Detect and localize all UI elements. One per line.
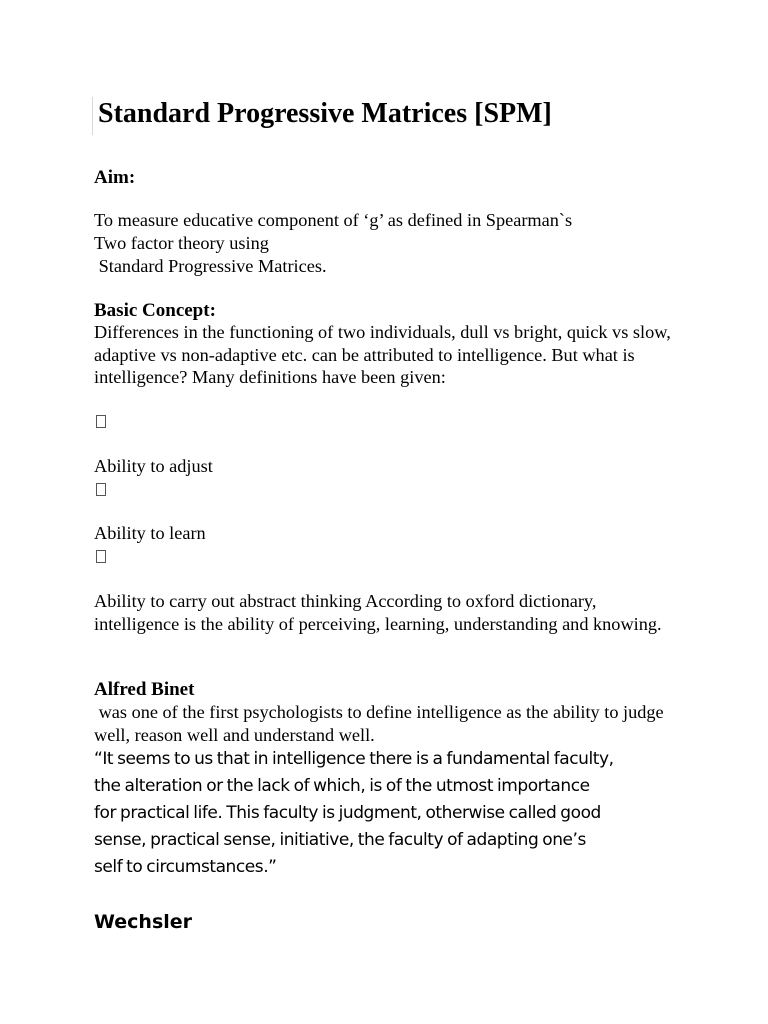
binet-heading: Alfred Binet (94, 679, 195, 700)
definition-item-learn: Ability to learn (94, 523, 206, 543)
aim-text-line-1: To measure educative component of ‘g’ as defined in Spearman`s (94, 210, 573, 230)
bullet-box-icon (96, 550, 106, 563)
binet-text: was one of the first psychologists to define intelligence as the ability to judge well, reason well and understand well. (94, 702, 669, 745)
definition-item-adjust: Ability to adjust (94, 456, 213, 476)
aim-text-line-2: Two factor theory using (94, 233, 269, 253)
basic-concept-text: Differences in the functioning of two individuals, dull vs bright, quick vs slow, adaptive vs non-adaptive etc. can be attributed to intelligence. But what is intelligence? Many definitions have been given: (94, 322, 671, 387)
basic-concept-heading: Basic Concept: (94, 300, 216, 321)
wechsler-heading: Wechsler (94, 911, 193, 933)
aim-heading: Aim: (94, 167, 136, 188)
bullet-box-icon (96, 415, 106, 428)
left-margin-rule (92, 97, 93, 135)
definition-item-abstract: Ability to carry out abstract thinking According to oxford dictionary, intelligence is the ability of perceiving, learning, understanding and knowing. (94, 591, 662, 634)
aim-text-line-3: Standard Progressive Matrices. (94, 256, 327, 276)
binet-quote: “It seems to us that in intelligence there is a fundamental faculty, the alteration or the lack of which, is of the utmost importance for practical life. This faculty is judgment, otherwise called good sense, practical sense, initiative, the faculty of adapting one’s self to circumstances.” (94, 749, 614, 877)
document-title: Standard Progressive Matrices [SPM] (98, 98, 552, 129)
bullet-box-icon (96, 483, 106, 496)
